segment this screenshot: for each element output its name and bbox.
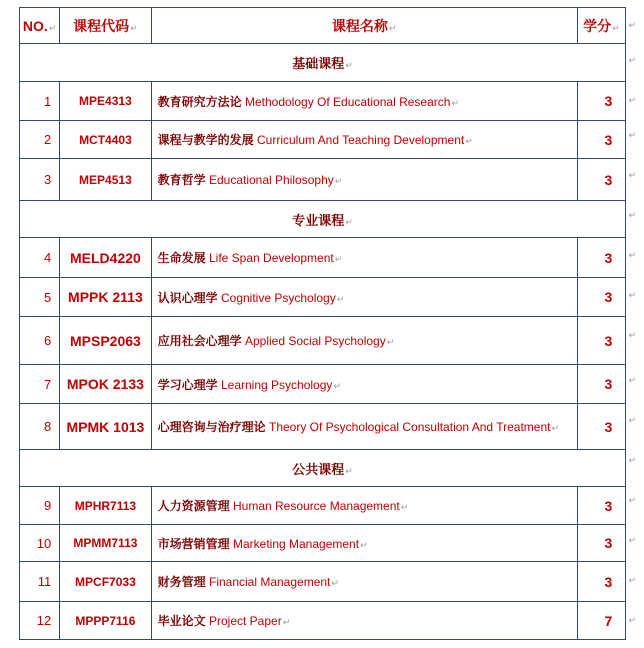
course-no: 12 [20, 602, 60, 640]
course-credit: 7 [577, 602, 625, 640]
course-name: 教育哲学 Educational Philosophy↵ [151, 159, 577, 201]
course-credit: 3 [577, 404, 625, 450]
header-credit: 学分↵ [577, 8, 625, 44]
course-name: 应用社会心理学 Applied Social Psychology↵ [151, 317, 577, 365]
course-name: 人力资源管理 Human Resource Management↵ [151, 487, 577, 525]
section-title: 公共课程↵ [20, 450, 626, 487]
course-code: MPE4313 [60, 82, 151, 121]
course-code: MPHR7113 [60, 487, 151, 525]
header-code: 课程代码↵ [60, 8, 151, 44]
header-no: NO.↵ [20, 8, 60, 44]
course-no: 9 [20, 487, 60, 525]
course-no: 7 [20, 365, 60, 404]
table-row [20, 238, 626, 278]
course-no: 4 [20, 238, 60, 278]
table-row [20, 525, 626, 562]
course-code: MPPP7116 [60, 602, 151, 640]
course-no: 1 [20, 82, 60, 121]
course-credit: 3 [577, 317, 625, 365]
course-name: 市场营销管理 Marketing Management↵ [151, 525, 577, 562]
course-credit: 3 [577, 238, 625, 278]
table-row [20, 121, 626, 159]
header-name: 课程名称↵ [151, 8, 577, 44]
course-table [19, 7, 626, 640]
course-code: MPSP2063 [60, 317, 151, 365]
course-code: MCT4403 [60, 121, 151, 159]
table-row [20, 317, 626, 365]
course-name: 毕业论文 Project Paper↵ [151, 602, 577, 640]
course-no: 6 [20, 317, 60, 365]
course-code: MPPK 2113 [60, 278, 151, 317]
section-row [20, 44, 626, 82]
course-credit: 3 [577, 562, 625, 602]
course-name: 认识心理学 Cognitive Psychology↵ [151, 278, 577, 317]
course-no: 2 [20, 121, 60, 159]
course-code: MPCF7033 [60, 562, 151, 602]
course-credit: 3 [577, 82, 625, 121]
table-row [20, 562, 626, 602]
section-row [20, 201, 626, 238]
course-name: 学习心理学 Learning Psychology↵ [151, 365, 577, 404]
header-row [20, 8, 626, 44]
course-no: 11 [20, 562, 60, 602]
table-row [20, 82, 626, 121]
table-row [20, 365, 626, 404]
course-name: 心理咨询与治疗理论 Theory Of Psychological Consultation And Treatment↵ [151, 404, 577, 450]
course-no: 3 [20, 159, 60, 201]
course-credit: 3 [577, 487, 625, 525]
course-no: 8 [20, 404, 60, 450]
course-credit: 3 [577, 365, 625, 404]
table-row [20, 278, 626, 317]
course-credit: 3 [577, 121, 625, 159]
section-row [20, 450, 626, 487]
section-title: 专业课程↵ [20, 201, 626, 238]
table-row [20, 602, 626, 640]
table-row [20, 487, 626, 525]
course-no: 5 [20, 278, 60, 317]
course-credit: 3 [577, 525, 625, 562]
course-no: 10 [20, 525, 60, 562]
course-credit: 3 [577, 278, 625, 317]
section-title: 基础课程↵ [20, 44, 626, 82]
course-name: 财务管理 Financial Management↵ [151, 562, 577, 602]
course-code: MEP4513 [60, 159, 151, 201]
course-name: 教育研究方法论 Methodology Of Educational Research↵ [151, 82, 577, 121]
course-name: 生命发展 Life Span Development↵ [151, 238, 577, 278]
course-name: 课程与教学的发展 Curriculum And Teaching Development↵ [151, 121, 577, 159]
course-code: MPMM7113 [60, 525, 151, 562]
course-code: MPMK 1013 [60, 404, 151, 450]
table-row [20, 159, 626, 201]
course-credit: 3 [577, 159, 625, 201]
course-code: MPOK 2133 [60, 365, 151, 404]
course-code: MELD4220 [60, 238, 151, 278]
table-row [20, 404, 626, 450]
